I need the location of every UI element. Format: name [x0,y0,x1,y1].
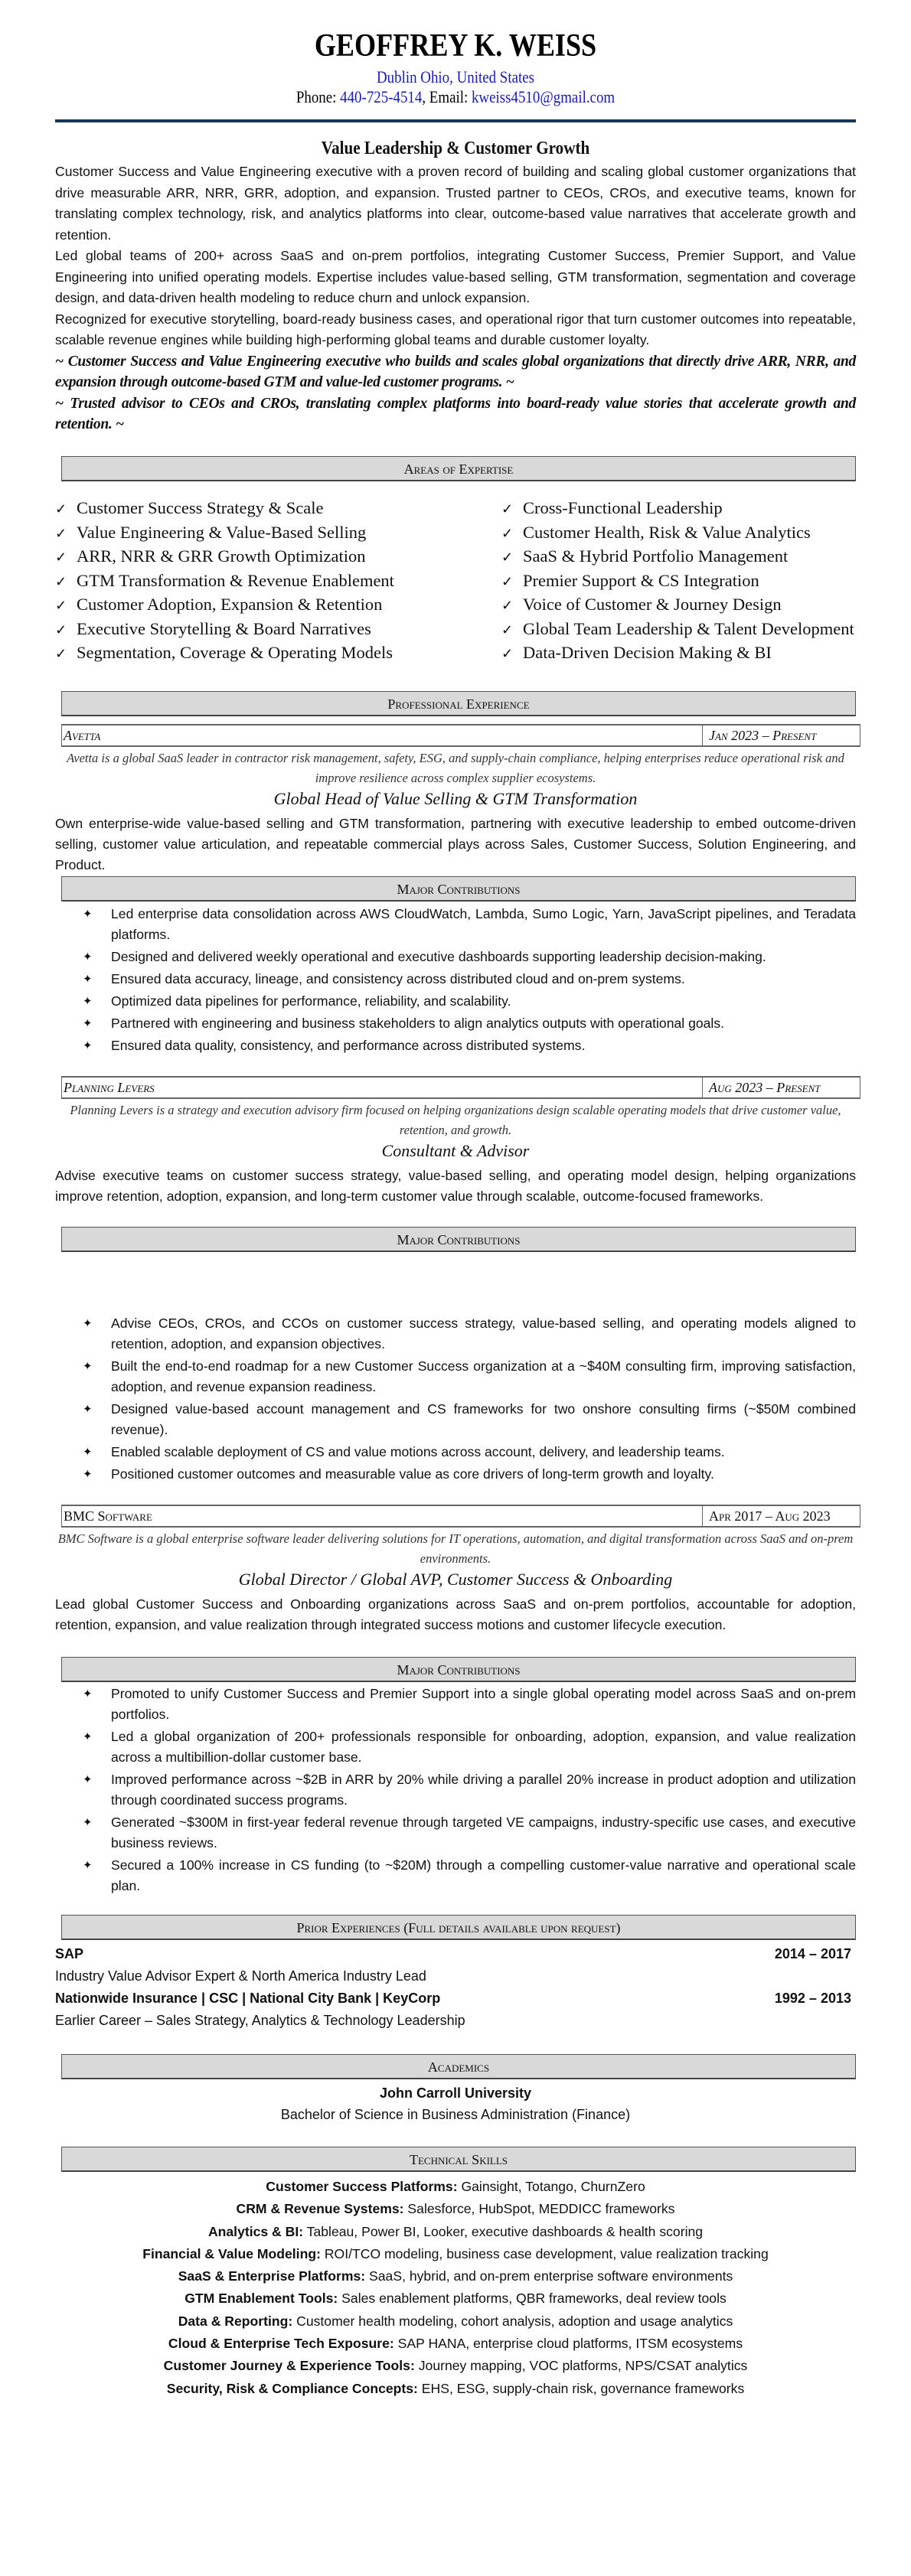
skill-line [0,2310,911,2333]
skill-line [0,2221,911,2243]
candidate-location: Dublin Ohio, United States [376,67,534,86]
expertise-item [501,544,854,569]
contributions-list [77,1313,856,1486]
contribution-item [77,1313,856,1355]
section-heading-academics: Academics [61,2054,856,2079]
contributions-heading: Major Contributions [61,1657,856,1682]
contribution-text: Advise CEOs, CROs, and CCOs on customer success strategy, value-based selling, and operating models aligned to retention, adoption, and expansion objectives. [111,1316,856,1352]
contribution-item [77,1442,856,1462]
contribution-item [77,1013,856,1034]
contribution-item [77,947,856,967]
skill-line [0,2333,911,2355]
diamond-bullet-icon: ✦ [83,1773,93,1786]
skill-line [0,2265,911,2287]
skill-category: Security, Risk & Compliance Concepts: [166,2380,418,2396]
contribution-item [77,969,856,990]
skill-line [0,2287,911,2310]
check-icon: ✓ [501,598,514,613]
company-name: Avetta [64,728,101,743]
expertise-label: Segmentation, Coverage & Operating Models [77,643,393,662]
check-icon: ✓ [501,525,514,541]
contribution-item [77,1035,856,1056]
summary-paragraph: Recognized for executive storytelling, board-ready business cases, and operational rigor that turn customer outcomes into repeatable, scalable revenue engines while building high-performing global teams and durable customer loyalty. [55,311,856,347]
check-icon: ✓ [55,621,67,637]
expertise-item [501,569,854,593]
skill-line [0,2378,911,2400]
skill-values: Gainsight, Totango, ChurnZero [457,2179,645,2194]
skill-values: Salesforce, HubSpot, MEDDICC frameworks [403,2201,675,2217]
company-description: BMC Software is a global enterprise software leader delivering solutions for IT operations, automation, and digital transformation across SaaS and on-prem environments. [57,1531,854,1566]
company-row-avetta [61,724,860,747]
skill-values: Tableau, Power BI, Looker, executive dashboards & health scoring [303,2223,704,2239]
prior-org-row [55,1987,856,2010]
expertise-item [55,544,394,569]
expertise-label: Premier Support & CS Integration [523,570,759,590]
skill-line [0,2243,911,2265]
contribution-text: Promoted to unify Customer Success and Premier Support into a single global operating model across SaaS and on-prem portfolios. [111,1686,856,1722]
job-title: Global Head of Value Selling & GTM Transformation [273,789,638,808]
summary-tagline: ~ Trusted advisor to CEOs and CROs, translating complex platforms into board-ready value stories that accelerate growth and retention. ~ [55,395,856,432]
skill-values: EHS, ESG, supply-chain risk, governance frameworks [417,2380,745,2396]
diamond-bullet-icon: ✦ [83,973,93,986]
expertise-label: Global Team Leadership & Talent Development [523,618,854,638]
degree: Bachelor of Science in Business Administration (Finance) [280,2107,631,2122]
expertise-item [55,641,394,665]
prior-years: 1992 – 2013 [774,1991,851,2006]
check-icon: ✓ [501,573,514,589]
expertise-label: Value Engineering & Value-Based Selling [77,522,367,542]
prior-role: Industry Value Advisor Expert & North America Industry Lead [55,1968,426,1984]
job-summary: Advise executive teams on customer success strategy, value-based selling, and operating model design, helping organizations improve retention, adoption, expansion, and long-term customer value through scalable, outcome-focused frameworks. [55,1168,856,1204]
check-icon: ✓ [55,646,67,661]
skill-category: GTM Enablement Tools: [184,2291,338,2307]
company-name: BMC Software [64,1508,152,1524]
school-name: John Carroll University [379,2085,532,2101]
diamond-bullet-icon: ✦ [83,1017,93,1030]
skill-line [0,2198,911,2220]
contribution-item [77,1727,856,1768]
contribution-text: Led enterprise data consolidation across AWS CloudWatch, Lambda, Sumo Logic, Yarn, JavaScript pipelines, and Teradata platforms. [111,906,856,942]
diamond-bullet-icon: ✦ [83,1468,93,1481]
candidate-name: GEOFFREY K. WEISS [314,28,597,64]
section-heading-prior: Prior Experiences (Full details available upon request) [61,1915,856,1940]
contribution-item [77,904,856,945]
contribution-text: Led a global organization of 200+ professionals responsible for onboarding, adoption, expansion, and value realization across a multibillion-dollar customer base. [111,1729,856,1765]
check-icon: ✓ [501,549,514,565]
diamond-bullet-icon: ✦ [83,1039,93,1052]
contribution-text: Ensured data accuracy, lineage, and consistency across distributed cloud and on-prem systems. [111,971,685,986]
diamond-bullet-icon: ✦ [83,1859,93,1872]
contribution-item [77,1464,856,1485]
skill-category: Analytics & BI: [207,2223,304,2239]
expertise-item [501,520,854,545]
skill-values: ROI/TCO modeling, business case development, value realization tracking [320,2245,769,2261]
expertise-item [55,617,394,641]
contributions-list [77,904,856,1058]
check-icon: ✓ [55,598,67,613]
check-icon: ✓ [501,501,514,517]
prior-org: Nationwide Insurance | CSC | National City Bank | KeyCorp [55,1991,441,2006]
expertise-label: Executive Storytelling & Board Narratives [77,618,371,638]
diamond-bullet-icon: ✦ [83,951,93,964]
check-icon: ✓ [55,573,67,589]
skill-values: Customer health modeling, cohort analysis, adoption and usage analytics [292,2313,733,2329]
contributions-list [77,1684,856,1898]
company-name: Planning Levers [64,1080,155,1095]
section-heading-expertise: Areas of Expertise [61,456,856,481]
expertise-label: Voice of Customer & Journey Design [523,595,782,614]
section-heading-experience: Professional Experience [61,691,856,716]
job-summary: Lead global Customer Success and Onboarding organizations across SaaS and on-prem portfolios, accountable for adoption, retention, expansion, and value realization through integrated success motions and customer lifecycle execution. [55,1596,856,1632]
contribution-text: Optimized data pipelines for performance, reliability, and scalability. [111,993,511,1009]
header-divider [55,119,856,122]
contribution-text: Built the end-to-end roadmap for a new Customer Success organization at a ~$40M consulting firm, improving satisfaction, adoption, and revenue expansion readiness. [111,1358,856,1394]
expertise-item [501,641,854,665]
academics-block [0,2082,911,2125]
expertise-item [501,617,854,641]
expertise-item [501,496,854,520]
expertise-right-column [501,496,854,665]
skill-category: Data & Reporting: [178,2313,293,2329]
contribution-item [77,991,856,1012]
contribution-text: Designed and delivered weekly operational and executive dashboards supporting leadership decision-making. [111,949,766,964]
expertise-label: Data-Driven Decision Making & BI [523,643,772,662]
expertise-label: Customer Adoption, Expansion & Retention [77,595,383,614]
check-icon: ✓ [501,621,514,637]
skill-category: Customer Success Platforms: [266,2179,458,2194]
company-description: Planning Levers is a strategy and execution advisory firm focused on helping organizations design scalable operating models that drive customer value, retention, and growth. [70,1103,841,1137]
skill-category: Cloud & Enterprise Tech Exposure: [168,2336,394,2352]
contribution-text: Ensured data quality, consistency, and performance across distributed systems. [111,1038,586,1053]
summary-block [55,161,856,435]
contributions-heading: Major Contributions [61,876,856,902]
expertise-label: Customer Health, Risk & Value Analytics [523,522,811,542]
summary-title: Value Leadership & Customer Growth [321,139,590,158]
expertise-label: ARR, NRR & GRR Growth Optimization [77,546,366,566]
expertise-item [55,520,394,545]
expertise-label: GTM Transformation & Revenue Enablement [77,570,394,590]
prior-experience-list [55,1943,856,2032]
expertise-item [55,496,394,520]
company-row-bmc-software [61,1505,860,1528]
prior-role: Earlier Career – Sales Strategy, Analytics & Technology Leadership [55,2013,465,2028]
contribution-text: Improved performance across ~$2B in ARR by 20% while driving a parallel 20% increase in product adoption and utilization through coordinated success programs. [111,1772,856,1808]
job-dates: Apr 2017 – Aug 2023 [702,1506,860,1526]
expertise-item [55,569,394,593]
job-dates: Aug 2023 – Present [702,1078,860,1097]
skill-line [0,2176,911,2198]
diamond-bullet-icon: ✦ [83,1687,93,1700]
job-summary: Own enterprise-wide value-based selling and GTM transformation, partnering with executive leadership to embed outcome-driven selling, customer value articulation, and repeatable commercial plays across Sales, Customer Success, Solution Engineering, and Product. [55,816,856,872]
skill-line [0,2355,911,2377]
section-heading-skills: Technical Skills [61,2147,856,2172]
diamond-bullet-icon: ✦ [83,908,93,921]
contributions-heading: Major Contributions [61,1227,856,1252]
expertise-item [501,592,854,617]
contribution-text: Secured a 100% increase in CS funding (to ~$20M) through a compelling customer-value narrative and operational scale plan. [111,1857,856,1893]
diamond-bullet-icon: ✦ [83,995,93,1008]
expertise-label: Cross-Functional Leadership [523,498,723,517]
skill-values: SAP HANA, enterprise cloud platforms, ITSM ecosystems [393,2336,743,2352]
expertise-label: Customer Success Strategy & Scale [77,498,324,517]
prior-years: 2014 – 2017 [774,1946,851,1961]
summary-tagline: ~ Customer Success and Value Engineering executive who builds and scales global organizations that directly drive ARR, NRR, and expansion through outcome-based GTM and value-led customer programs. ~ [55,353,856,390]
skill-values: Sales enablement platforms, QBR frameworks, deal review tools [338,2291,727,2307]
phone-link[interactable]: 440-725-4514 [340,87,423,106]
contribution-text: Generated ~$300M in first-year federal revenue through targeted VE campaigns, industry-specific use cases, and executive business reviews. [111,1815,856,1850]
diamond-bullet-icon: ✦ [83,1730,93,1743]
check-icon: ✓ [55,501,67,517]
contribution-item [77,1812,856,1854]
diamond-bullet-icon: ✦ [83,1816,93,1829]
check-icon: ✓ [55,525,67,541]
job-title: Consultant & Advisor [381,1141,530,1160]
skill-category: Financial & Value Modeling: [142,2245,321,2261]
prior-org-row [55,1943,856,1965]
summary-paragraph: Customer Success and Value Engineering executive with a proven record of building and scaling global customer organizations that drive measurable ARR, NRR, GRR, adoption, and expansion. Trusted partner to CEOs, CROs, and executive teams, known for translating complex technology, risk, and analytics platforms into clear, outcome-based value narratives that accelerate growth and retention. [55,164,856,243]
contribution-text: Enabled scalable deployment of CS and value motions across account, delivery, and leadership teams. [111,1444,725,1459]
job-title: Global Director / Global AVP, Customer Success & Onboarding [238,1570,673,1589]
skill-values: Journey mapping, VOC platforms, NPS/CSAT analytics [414,2358,748,2374]
diamond-bullet-icon: ✦ [83,1317,93,1330]
expertise-label: SaaS & Hybrid Portfolio Management [523,546,789,566]
job-dates: Jan 2023 – Present [702,726,860,745]
skill-category: Customer Journey & Experience Tools: [163,2358,415,2374]
skill-values: SaaS, hybrid, and on-prem enterprise software environments [365,2268,733,2284]
skill-category: CRM & Revenue Systems: [236,2201,404,2217]
diamond-bullet-icon: ✦ [83,1446,93,1459]
expertise-left-column [55,496,394,665]
diamond-bullet-icon: ✦ [83,1403,93,1416]
email-link[interactable]: kweiss4510@gmail.com [471,87,615,106]
phone-label: Phone: [296,87,341,106]
check-icon: ✓ [501,646,514,661]
contribution-item [77,1356,856,1397]
skills-list [0,2176,911,2400]
skill-category: SaaS & Enterprise Platforms: [178,2268,366,2284]
email-label: , Email: [422,87,472,106]
check-icon: ✓ [55,549,67,565]
company-row-planning-levers [61,1076,860,1099]
summary-paragraph: Led global teams of 200+ across SaaS and on-prem portfolios, integrating Customer Success, Premier Support, and Value Engineering into unified operating models. Expertise includes value-based selling, GTM transformation, segmentation and coverage design, and data-driven health modeling to reduce churn and unlock expansion. [55,248,856,305]
contribution-text: Positioned customer outcomes and measurable value as core drivers of long-term growth and loyalty. [111,1466,714,1482]
diamond-bullet-icon: ✦ [83,1360,93,1373]
contribution-text: Designed value-based account management and CS frameworks for two onshore consulting firms (~$50M combined revenue). [111,1401,856,1437]
prior-org: SAP [55,1946,84,1961]
expertise-item [55,592,394,617]
contribution-item [77,1399,856,1440]
company-description: Avetta is a global SaaS leader in contractor risk management, safety, ESG, and supply-chain compliance, helping enterprises reduce operational risk and improve resilience across complex supplier ecosystems. [67,751,844,785]
contribution-text: Partnered with engineering and business stakeholders to align analytics outputs with operational goals. [111,1016,725,1031]
contact-line [64,87,847,107]
contribution-item [77,1684,856,1725]
contribution-item [77,1769,856,1811]
contribution-item [77,1855,856,1896]
